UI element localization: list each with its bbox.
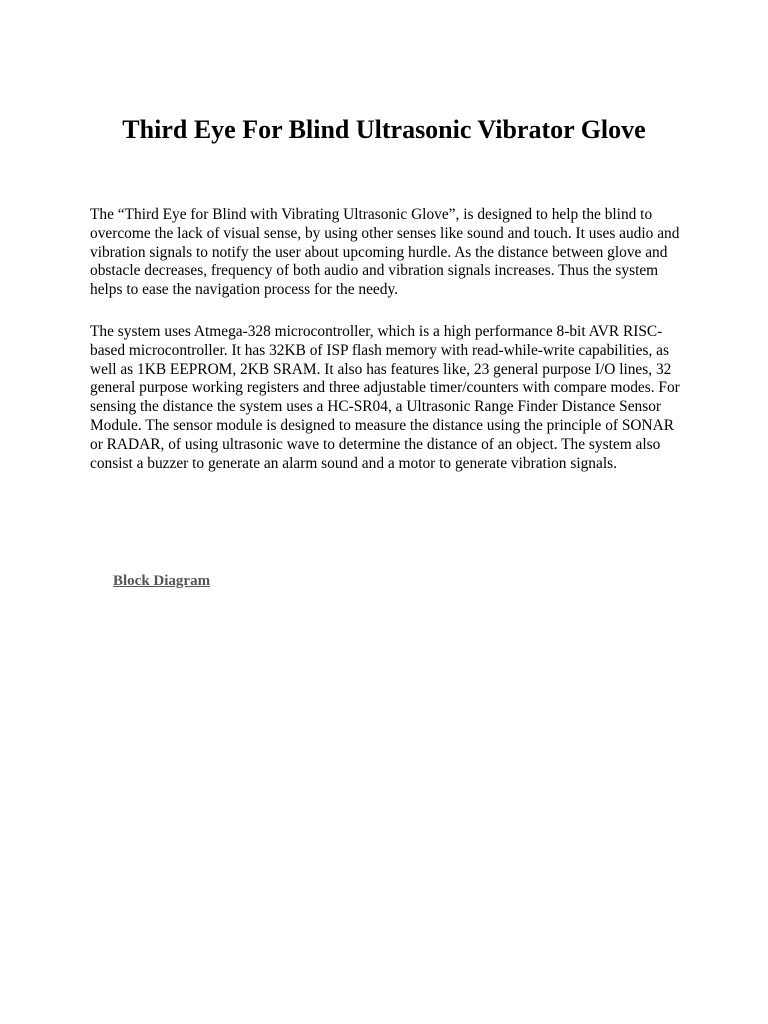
block-diagram-heading-link[interactable]: Block Diagram <box>113 573 211 589</box>
document-title: Third Eye For Blind Ultrasonic Vibrator Glove <box>122 115 646 144</box>
intro-paragraph: The “Third Eye for Blind with Vibrating Ultrasonic Glove”, is designed to help the blind to overcome the lack of visual sense, by using other senses like sound and touch. It uses audio and vibration signals to notify the user about upcoming hurdle. As the distance between glove and obstacle decreases, frequency of both audio and vibration signals increases. Thus the system helps to ease the navigation process for the needy. <box>90 206 680 299</box>
system-description-paragraph: The system uses Atmega-328 microcontroller, which is a high performance 8-bit AVR RISC-based microcontroller. It has 32KB of ISP flash memory with read-while-write capabilities, as well as 1KB EEPROM, 2KB SRAM. It also has features like, 23 general purpose I/O lines, 32 general purpose working registers and three adjustable timer/counters with compare modes. For sensing the distance the system uses a HC-SR04, a Ultrasonic Range Finder Distance Sensor Module. The sensor module is designed to measure the distance using the principle of SONAR or RADAR, of using ultrasonic wave to determine the distance of an object. The system also consist a buzzer to generate an alarm sound and a motor to generate vibration signals. <box>90 323 680 472</box>
